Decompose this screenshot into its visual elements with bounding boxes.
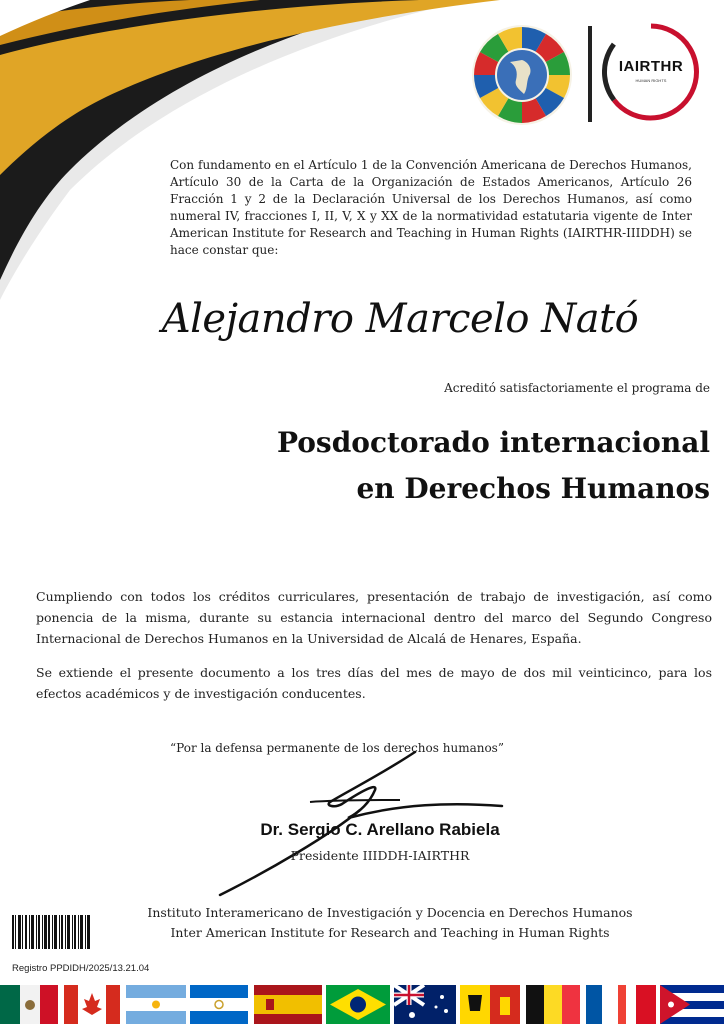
peru-flag: [626, 985, 656, 1024]
signer-name: Dr. Sergio C. Arellano Rabiela: [260, 820, 500, 839]
program-title: [180, 420, 710, 512]
institute-name-spanish: Instituto Interamericano de Investigación y Docencia en Derechos Humanos: [147, 905, 633, 920]
accredited-statement: Acreditó satisfactoriamente el programa de: [444, 381, 710, 395]
signer-role: Presidente IIIDDH-IAIRTHR: [290, 848, 470, 863]
flags-strip: [0, 985, 724, 1024]
registry-number: Registro PPDIDH/2025/13.21.04: [12, 963, 150, 974]
header-logos: [466, 22, 700, 130]
spain-flag: [254, 985, 322, 1024]
body-paragraph-2: Se extiende el presente documento a los tres días del mes de mayo de dos mil veinticinco, para los efectos académicos y de investigación conducentes.: [36, 665, 712, 701]
australia-flag: [394, 985, 456, 1024]
mexico-flag: [0, 985, 58, 1024]
canada-flag: [64, 985, 120, 1024]
institute-name-english: Inter American Institute for Research and Teaching in Human Rights: [170, 925, 610, 940]
recipient-name: Alejandro Marcelo Nató: [161, 296, 639, 342]
program-title-line2: en Derechos Humanos: [356, 472, 710, 505]
barcode-icon: [12, 915, 90, 949]
body-paragraph-1: Cumpliendo con todos los créditos curriculares, presentación de trabajo de investigación, así como ponencia de la misma, durante su estancia internacional dentro del marco del Segundo Congreso Internacional de Derechos Humanos en la Universidad de Alcalá de Henares, España.: [36, 589, 712, 646]
logo-subtitle: HUMAN RIGHTS: [635, 78, 667, 83]
cuba-flag: [660, 985, 724, 1024]
geneva-flag: [460, 985, 520, 1024]
motto: “Por la defensa permanente de los derechos humanos”: [170, 741, 504, 755]
intro-paragraph: Con fundamento en el Artículo 1 de la Convención Americana de Derechos Humanos, Artículo 30 de la Carta de la Organización de Estados Americanos, Artículo 26 Fracción 1 y 2 de la Declaración Universal de los Derechos Humanos, así como numeral IV, fracciones I, II, V, X y XX de la normatividad estatutaria vigente de Inter American Institute for Research and Teaching in Human Rights (IAIRTHR-IIIDDH) se hace constar que:: [170, 158, 692, 257]
logo-divider: [588, 26, 592, 122]
belgium-flag: [526, 985, 580, 1024]
iairthr-logo: [602, 22, 700, 126]
nicaragua-flag: [190, 985, 248, 1024]
oas-emblem-icon: [466, 22, 578, 128]
logo-title: IAIRTHR: [618, 58, 684, 75]
program-title-line1: Posdoctorado internacional: [276, 426, 710, 459]
brazil-flag: [326, 985, 390, 1024]
argentina-flag: [126, 985, 186, 1024]
france-flag: [586, 985, 626, 1024]
